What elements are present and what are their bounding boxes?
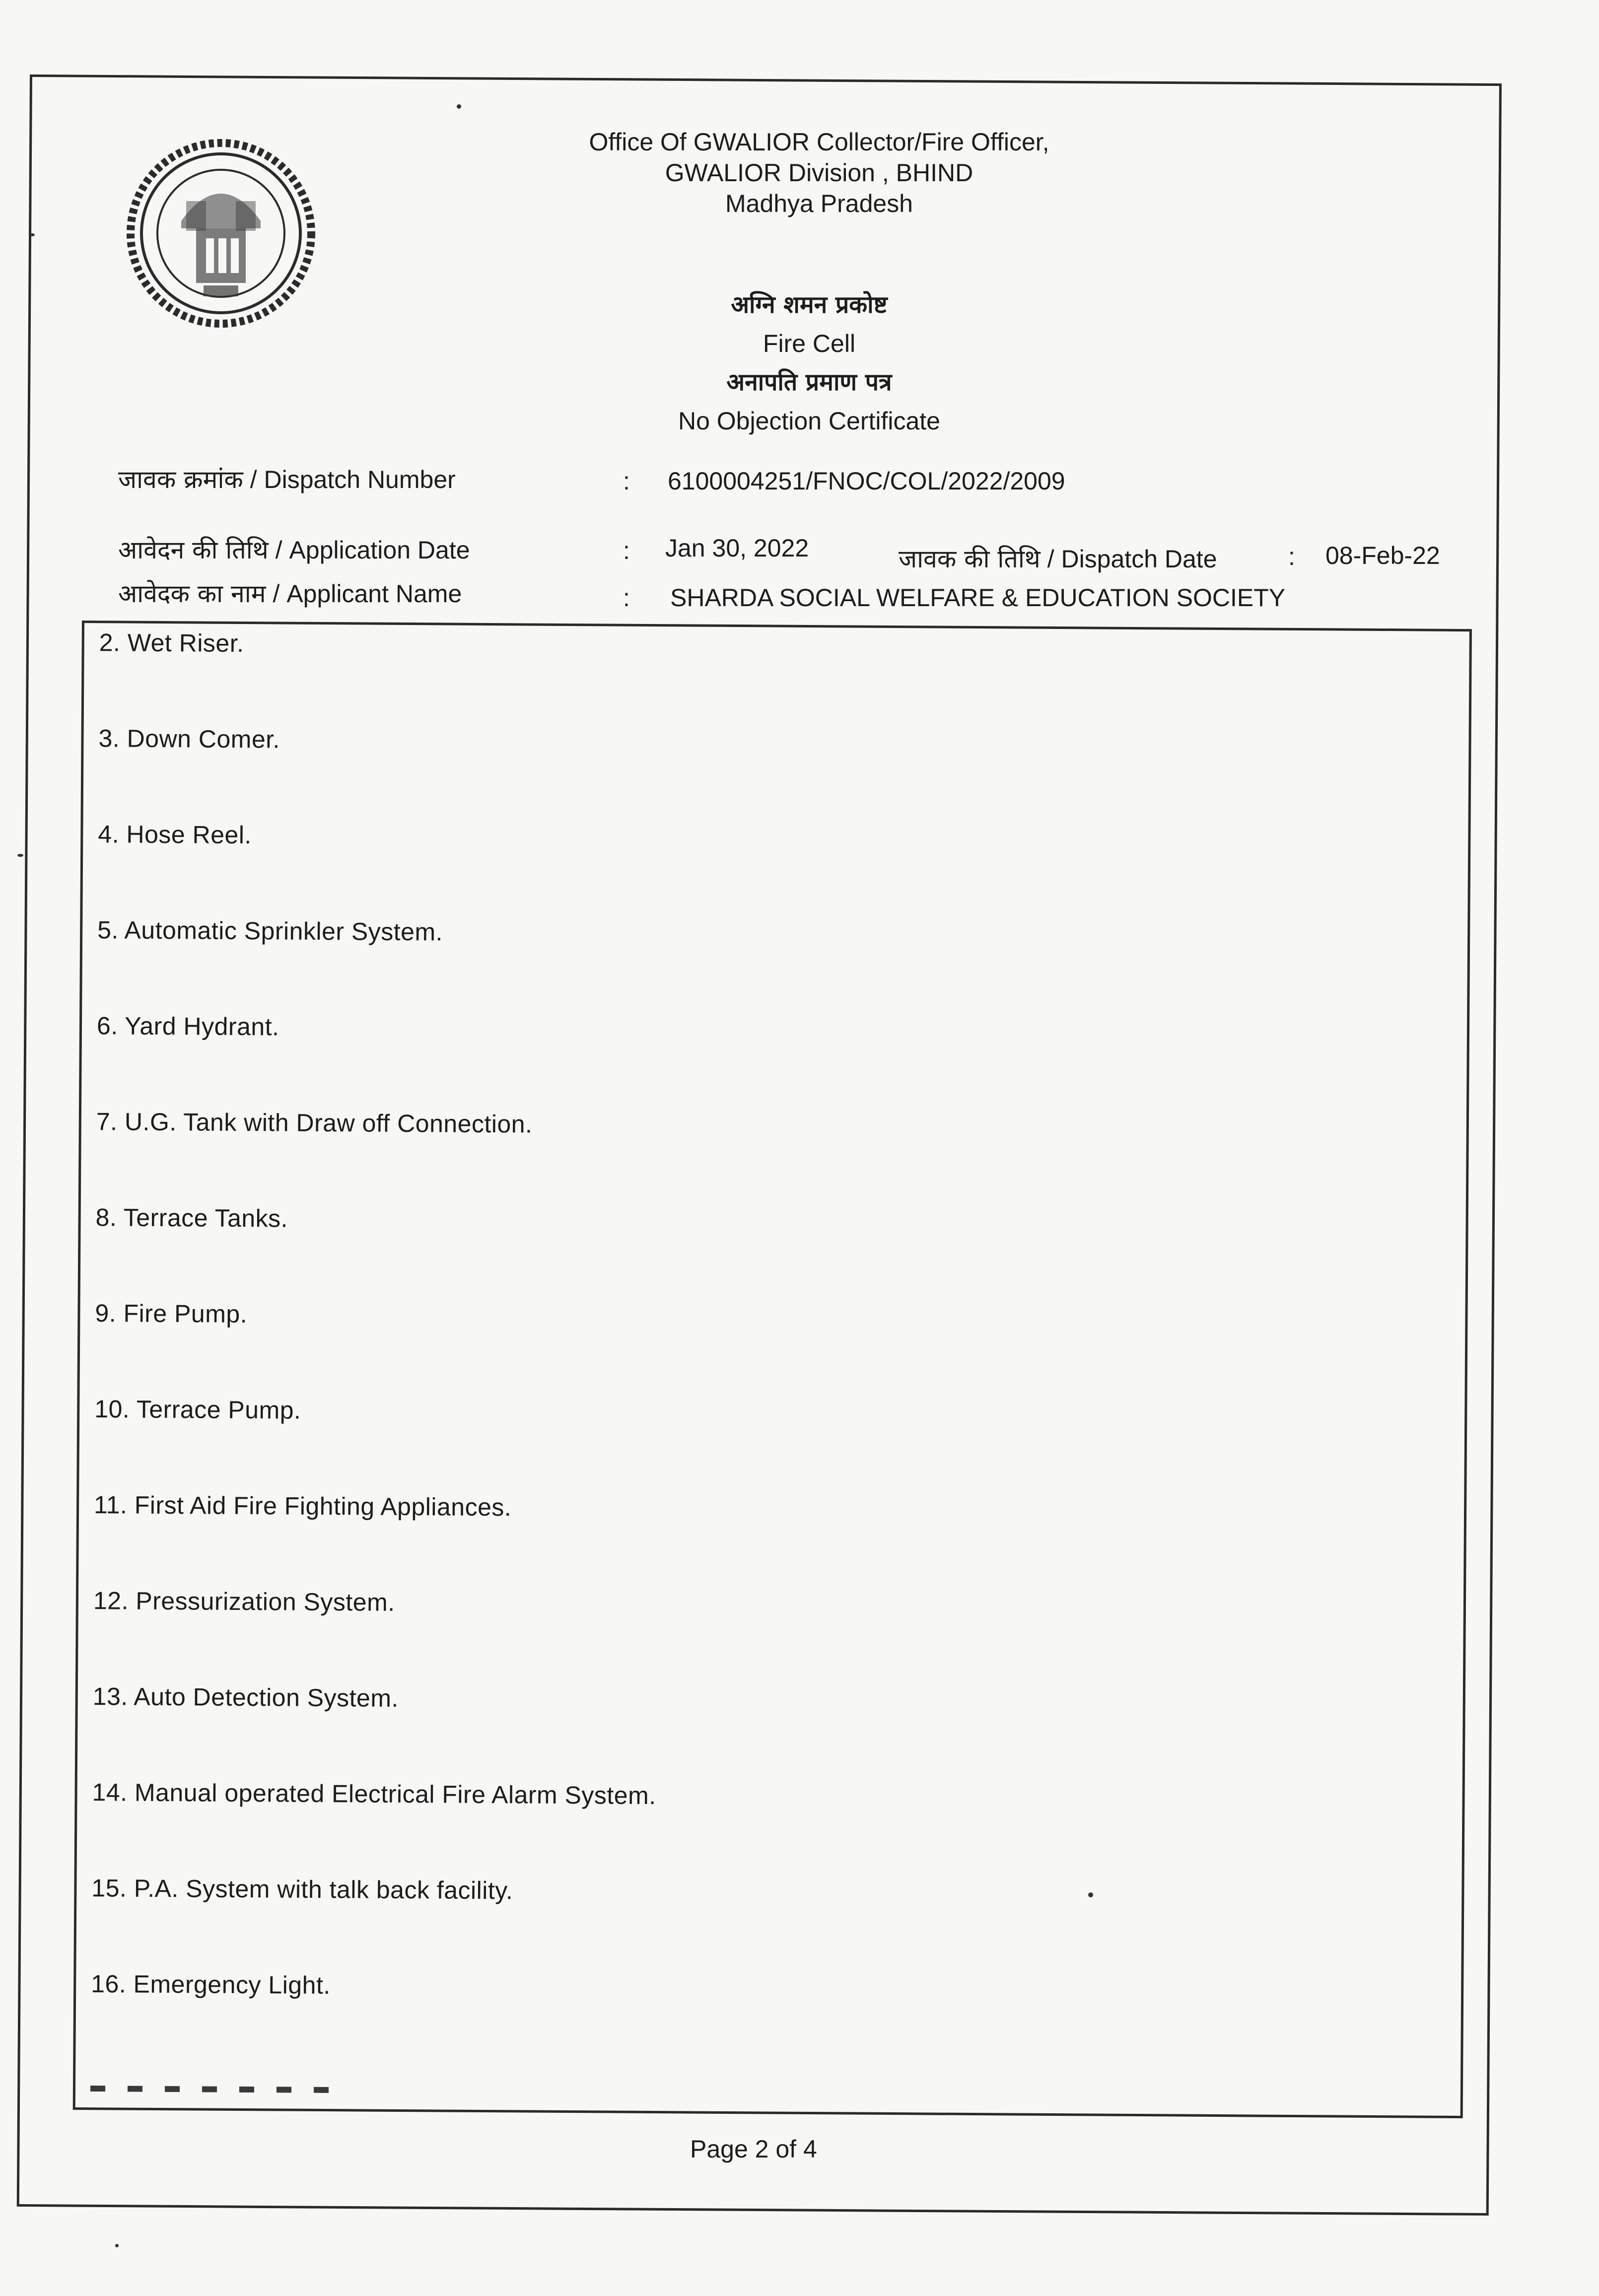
office-line-3: Madhya Pradesh xyxy=(725,190,913,217)
dispatch-date-label xyxy=(899,541,1217,575)
scan-speck xyxy=(1088,1892,1093,1897)
office-line-1: Office Of GWALIOR Collector/Fire Officer, xyxy=(589,128,1049,156)
applicant-name-label xyxy=(118,576,462,610)
application-date-colon: : xyxy=(623,537,630,564)
state-emblem-seal-icon xyxy=(122,127,320,340)
list-item: 15. P.A. System with talk back facility. xyxy=(91,1874,513,1905)
dispatch-date-label-hindi: जावक की तिथि xyxy=(899,545,1041,573)
applicant-name-value: SHARDA SOCIAL WELFARE & EDUCATION SOCIETY xyxy=(670,584,1286,612)
page-number: Page 2 of 4 xyxy=(690,2135,817,2163)
dispatch-date-colon: : xyxy=(1288,543,1295,570)
scan-speck xyxy=(17,854,23,857)
office-header xyxy=(546,127,1092,219)
list-item: 6. Yard Hydrant. xyxy=(96,1012,279,1041)
application-date-label xyxy=(118,532,470,566)
applicant-name-label-hindi: आवेदक का नाम xyxy=(118,579,266,608)
scan-speck xyxy=(457,104,461,109)
application-date-value: Jan 30, 2022 xyxy=(665,534,809,562)
noc-hindi: अनापति प्रमाण पत्र xyxy=(726,368,892,396)
list-item: 13. Auto Detection System. xyxy=(92,1682,399,1712)
dispatch-number-colon: : xyxy=(623,467,630,495)
list-item: 3. Down Comer. xyxy=(98,724,280,754)
dispatch-date-label-english: Dispatch Date xyxy=(1061,545,1217,573)
label-separator: / xyxy=(250,466,257,493)
applicant-name-colon: : xyxy=(623,584,630,612)
dispatch-number-value: 6100004251/FNOC/COL/2022/2009 xyxy=(668,467,1065,495)
dispatch-number-label-english: Dispatch Number xyxy=(264,466,456,493)
list-item: 14. Manual operated Electrical Fire Alarm System. xyxy=(92,1778,656,1810)
fire-cell-english: Fire Cell xyxy=(763,330,856,357)
dispatch-number-label-hindi: जावक क्रमांक xyxy=(118,465,243,494)
list-item: 2. Wet Riser. xyxy=(99,628,244,657)
label-separator: / xyxy=(1047,545,1054,573)
scan-speck xyxy=(115,2244,119,2247)
office-line-2: GWALIOR Division , BHIND xyxy=(665,159,973,187)
list-item: 12. Pressurization System. xyxy=(93,1587,395,1616)
list-item: 10. Terrace Pump. xyxy=(94,1395,301,1424)
application-date-label-hindi: आवेदन की तिथि xyxy=(118,536,269,564)
scan-speck xyxy=(30,233,35,236)
list-item: 11. First Aid Fire Fighting Appliances. xyxy=(93,1491,512,1522)
applicant-name-label-english: Applicant Name xyxy=(286,580,462,608)
truncated-next-item xyxy=(90,2081,348,2093)
dispatch-date-value: 08-Feb-22 xyxy=(1325,542,1440,569)
noc-english: No Objection Certificate xyxy=(678,407,940,435)
fire-safety-items-box xyxy=(73,621,1472,2118)
application-date-label-english: Application Date xyxy=(289,536,470,564)
label-separator: / xyxy=(275,536,282,564)
label-separator: / xyxy=(273,580,280,608)
list-item: 7. U.G. Tank with Draw off Connection. xyxy=(96,1108,533,1138)
dispatch-number-label xyxy=(118,462,456,495)
certificate-heading xyxy=(586,285,1033,440)
fire-cell-hindi: अग्नि शमन प्रकोष्ट xyxy=(731,291,888,319)
list-item: 8. Terrace Tanks. xyxy=(95,1203,288,1233)
list-item: 5. Automatic Sprinkler System. xyxy=(97,916,443,946)
list-item: 16. Emergency Light. xyxy=(91,1970,331,2000)
list-item: 4. Hose Reel. xyxy=(98,820,252,849)
list-item: 9. Fire Pump. xyxy=(95,1299,248,1328)
